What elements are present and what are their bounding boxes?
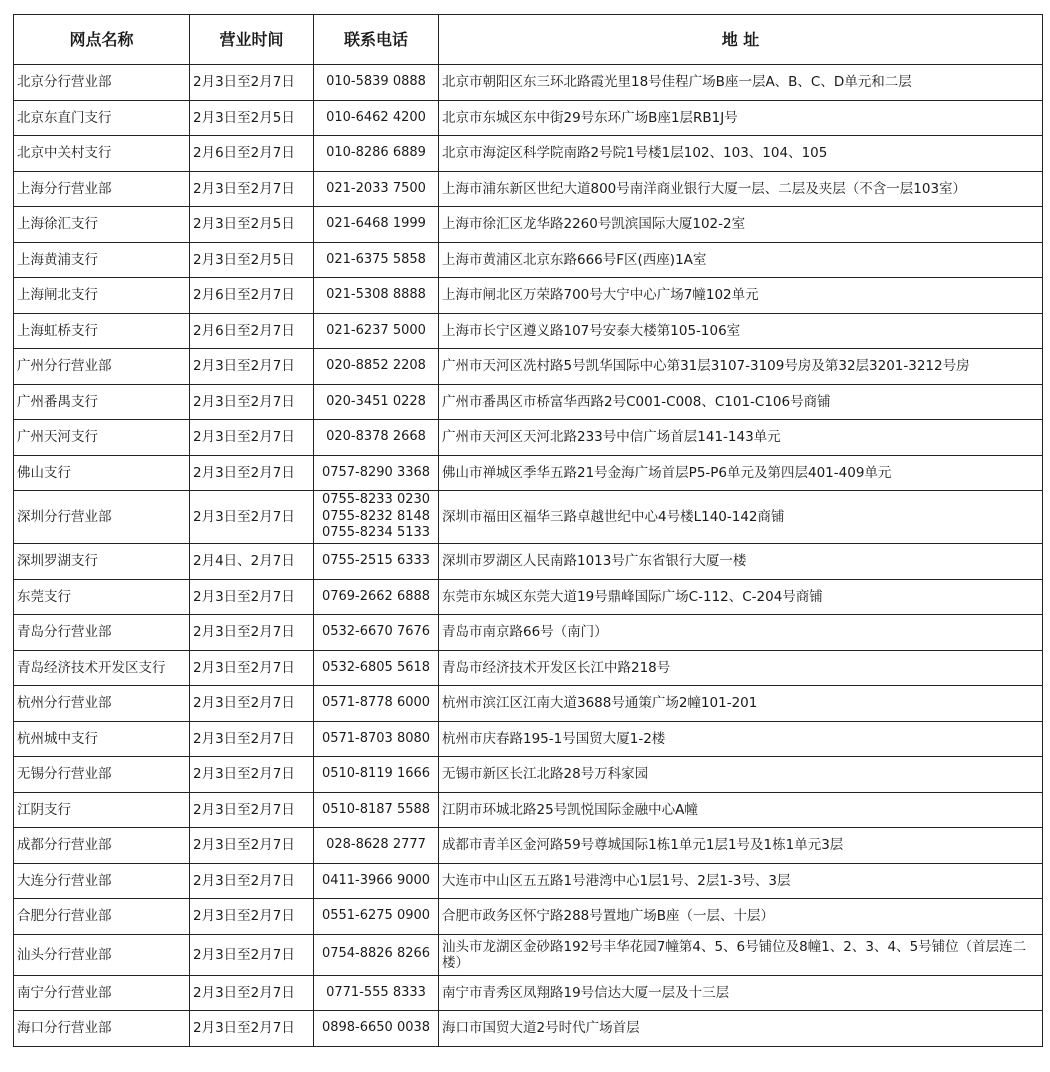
- business-hours-cell: 2月3日至2月7日: [190, 792, 314, 828]
- phone-number: 0571-8703 8080: [321, 730, 431, 746]
- table-row: [14, 544, 1043, 580]
- phone-number: 0754-8826 8266: [321, 946, 431, 962]
- phone-cell: [314, 171, 439, 207]
- table-row: [14, 491, 1043, 544]
- table-row: [14, 757, 1043, 793]
- branch-hours-table: [13, 14, 1043, 1047]
- branch-name-cell: 上海黄浦支行: [14, 242, 190, 278]
- business-hours-cell: 2月3日至2月7日: [190, 1011, 314, 1047]
- phone-cell: [314, 721, 439, 757]
- phone-number: 010-5839 0888: [326, 74, 426, 89]
- phone-cell: [314, 349, 439, 385]
- phone-number: 0771-555 8333: [326, 984, 426, 1000]
- branch-name-cell: 青岛经济技术开发区支行: [14, 650, 190, 686]
- branch-name-cell: 南宁分行营业部: [14, 975, 190, 1011]
- phone-cell: [314, 544, 439, 580]
- table-row: [14, 686, 1043, 722]
- business-hours-cell: 2月3日至2月5日: [190, 100, 314, 136]
- table-row: [14, 207, 1043, 243]
- branch-name-cell: 深圳罗湖支行: [14, 544, 190, 580]
- phone-number: 0755-2515 6333: [321, 553, 431, 568]
- table-row: [14, 100, 1043, 136]
- phone-cell: [314, 100, 439, 136]
- table-row: [14, 792, 1043, 828]
- business-hours-cell: 2月3日至2月7日: [190, 686, 314, 722]
- phone-number: 0757-8290 3368: [321, 464, 431, 480]
- business-hours-cell: 2月3日至2月7日: [190, 491, 314, 544]
- business-hours-cell: 2月3日至2月7日: [190, 455, 314, 491]
- table-row: [14, 278, 1043, 314]
- branch-name-cell: 成都分行营业部: [14, 828, 190, 864]
- address-cell: 汕头市龙湖区金砂路192号丰华花园7幢第4、5、6号铺位及8幢1、2、3、4、5号铺位（首层连二楼）: [439, 934, 1043, 975]
- branch-name-cell: 无锡分行营业部: [14, 757, 190, 793]
- phone-cell: [314, 207, 439, 243]
- table-row: [14, 65, 1043, 101]
- header-branch-name: 网点名称: [14, 15, 190, 65]
- branch-name-cell: 合肥分行营业部: [14, 899, 190, 935]
- table-row: [14, 171, 1043, 207]
- branch-name-cell: 江阴支行: [14, 792, 190, 828]
- table-row: [14, 863, 1043, 899]
- phone-number: 0532-6805 5618: [321, 659, 431, 675]
- business-hours-cell: 2月3日至2月7日: [190, 615, 314, 651]
- phone-cell: [314, 579, 439, 615]
- table-row: [14, 455, 1043, 491]
- header-phone: 联系电话: [314, 15, 439, 65]
- branch-name-cell: 青岛分行营业部: [14, 615, 190, 651]
- table-row: [14, 934, 1043, 975]
- address-cell: 上海市浦东新区世纪大道800号南洋商业银行大厦一层、二层及夹层（不含一层103室）: [439, 171, 1043, 207]
- table-row: [14, 136, 1043, 172]
- table-row: [14, 420, 1043, 456]
- branch-name-cell: 北京东直门支行: [14, 100, 190, 136]
- business-hours-cell: 2月3日至2月7日: [190, 65, 314, 101]
- branch-name-cell: 深圳分行营业部: [14, 491, 190, 544]
- phone-number: 0755-8232 8148: [321, 508, 431, 524]
- business-hours-cell: 2月3日至2月7日: [190, 420, 314, 456]
- branch-name-cell: 广州分行营业部: [14, 349, 190, 385]
- phone-number: 0755-8233 0230: [321, 492, 431, 508]
- address-cell: 江阴市环城北路25号凯悦国际金融中心A幢: [439, 792, 1043, 828]
- phone-cell: [314, 278, 439, 314]
- business-hours-cell: 2月3日至2月7日: [190, 828, 314, 864]
- phone-cell: [314, 420, 439, 456]
- address-cell: 深圳市罗湖区人民南路1013号广东省银行大厦一楼: [439, 544, 1043, 580]
- business-hours-cell: 2月3日至2月7日: [190, 721, 314, 757]
- table-row: [14, 579, 1043, 615]
- address-cell: 无锡市新区长江北路28号万科家园: [439, 757, 1043, 793]
- phone-number: 0510-8119 1666: [321, 766, 431, 781]
- phone-number: 021-6237 5000: [326, 322, 426, 338]
- address-cell: 青岛市南京路66号（南门）: [439, 615, 1043, 651]
- branch-name-cell: 北京中关村支行: [14, 136, 190, 172]
- phone-number: 0571-8778 6000: [321, 695, 431, 710]
- phone-cell: [314, 491, 439, 544]
- address-cell: 南宁市青秀区凤翔路19号信达大厦一层及十三层: [439, 975, 1043, 1011]
- phone-number: 020-8378 2668: [326, 429, 426, 444]
- phone-cell: [314, 455, 439, 491]
- table-row: [14, 615, 1043, 651]
- branch-name-cell: 广州天河支行: [14, 420, 190, 456]
- address-cell: 大连市中山区五五路1号港湾中心1层1号、2层1-3号、3层: [439, 863, 1043, 899]
- phone-cell: [314, 650, 439, 686]
- table-row: [14, 721, 1043, 757]
- address-cell: 合肥市政务区怀宁路288号置地广场B座（一层、十层）: [439, 899, 1043, 935]
- phone-cell: [314, 242, 439, 278]
- address-cell: 广州市天河区冼村路5号凯华国际中心第31层3107-3109号房及第32层3201-3212号房: [439, 349, 1043, 385]
- phone-cell: [314, 975, 439, 1011]
- address-cell: 上海市长宁区遵义路107号安泰大楼第105-106室: [439, 313, 1043, 349]
- business-hours-cell: 2月6日至2月7日: [190, 136, 314, 172]
- branch-name-cell: 北京分行营业部: [14, 65, 190, 101]
- address-cell: 成都市青羊区金河路59号尊城国际1栋1单元1层1号及1栋1单元3层: [439, 828, 1043, 864]
- phone-number: 021-6375 5858: [326, 251, 426, 267]
- table-row: [14, 650, 1043, 686]
- business-hours-cell: 2月6日至2月7日: [190, 278, 314, 314]
- phone-cell: [314, 792, 439, 828]
- branch-name-cell: 杭州分行营业部: [14, 686, 190, 722]
- business-hours-cell: 2月3日至2月7日: [190, 899, 314, 935]
- business-hours-cell: 2月3日至2月7日: [190, 934, 314, 975]
- address-cell: 上海市徐汇区龙华路2260号凯滨国际大厦102-2室: [439, 207, 1043, 243]
- table-row: [14, 1011, 1043, 1047]
- table-row: [14, 975, 1043, 1011]
- header-business-hours: 营业时间: [190, 15, 314, 65]
- branch-name-cell: 上海分行营业部: [14, 171, 190, 207]
- address-cell: 上海市黄浦区北京东路666号F区(西座)1A室: [439, 242, 1043, 278]
- business-hours-cell: 2月3日至2月7日: [190, 975, 314, 1011]
- phone-number: 0510-8187 5588: [321, 801, 431, 817]
- business-hours-cell: 2月6日至2月7日: [190, 313, 314, 349]
- address-cell: 广州市番禺区市桥富华西路2号C001-C008、C101-C106号商铺: [439, 384, 1043, 420]
- phone-cell: [314, 686, 439, 722]
- phone-cell: [314, 1011, 439, 1047]
- table-body: [14, 65, 1043, 1047]
- phone-cell: [314, 313, 439, 349]
- business-hours-cell: 2月3日至2月5日: [190, 207, 314, 243]
- branch-name-cell: 上海虹桥支行: [14, 313, 190, 349]
- table-row: [14, 899, 1043, 935]
- business-hours-cell: 2月3日至2月5日: [190, 242, 314, 278]
- branch-name-cell: 广州番禺支行: [14, 384, 190, 420]
- phone-number: 010-6462 4200: [326, 109, 426, 125]
- address-cell: 北京市海淀区科学院南路2号院1号楼1层102、103、104、105: [439, 136, 1043, 172]
- phone-number: 010-8286 6889: [326, 145, 426, 160]
- address-cell: 北京市朝阳区东三环北路霞光里18号佳程广场B座一层A、B、C、D单元和二层: [439, 65, 1043, 101]
- phone-number: 028-8628 2777: [326, 837, 426, 852]
- business-hours-cell: 2月3日至2月7日: [190, 349, 314, 385]
- phone-cell: [314, 899, 439, 935]
- phone-number: 0411-3966 9000: [321, 872, 431, 888]
- business-hours-cell: 2月3日至2月7日: [190, 384, 314, 420]
- business-hours-cell: 2月4日、2月7日: [190, 544, 314, 580]
- table-row: [14, 313, 1043, 349]
- phone-number: 0769-2662 6888: [321, 588, 431, 604]
- table-row: [14, 242, 1043, 278]
- phone-cell: [314, 828, 439, 864]
- phone-cell: [314, 65, 439, 101]
- phone-cell: [314, 615, 439, 651]
- business-hours-cell: 2月3日至2月7日: [190, 650, 314, 686]
- branch-name-cell: 海口分行营业部: [14, 1011, 190, 1047]
- address-cell: 杭州市滨江区江南大道3688号通策广场2幢101-201: [439, 686, 1043, 722]
- branch-name-cell: 杭州城中支行: [14, 721, 190, 757]
- branch-name-cell: 上海闸北支行: [14, 278, 190, 314]
- phone-number: 021-6468 1999: [326, 216, 426, 231]
- business-hours-cell: 2月3日至2月7日: [190, 579, 314, 615]
- phone-number: 020-8852 2208: [326, 358, 426, 373]
- phone-number: 0551-6275 0900: [321, 908, 431, 923]
- header-address: 地 址: [439, 15, 1043, 65]
- phone-number: 0532-6670 7676: [321, 624, 431, 639]
- address-cell: 东莞市东城区东莞大道19号鼎峰国际广场C-112、C-204号商铺: [439, 579, 1043, 615]
- phone-number: 021-2033 7500: [326, 180, 426, 196]
- branch-name-cell: 佛山支行: [14, 455, 190, 491]
- branch-name-cell: 东莞支行: [14, 579, 190, 615]
- table-row: [14, 828, 1043, 864]
- branch-name-cell: 上海徐汇支行: [14, 207, 190, 243]
- business-hours-cell: 2月3日至2月7日: [190, 863, 314, 899]
- phone-cell: [314, 863, 439, 899]
- address-cell: 杭州市庆春路195-1号国贸大厦1-2楼: [439, 721, 1043, 757]
- table-row: [14, 349, 1043, 385]
- phone-number: 0755-8234 5133: [321, 525, 431, 541]
- address-cell: 佛山市禅城区季华五路21号金海广场首层P5-P6单元及第四层401-409单元: [439, 455, 1043, 491]
- branch-name-cell: 汕头分行营业部: [14, 934, 190, 975]
- table-row: [14, 384, 1043, 420]
- address-cell: 海口市国贸大道2号时代广场首层: [439, 1011, 1043, 1047]
- address-cell: 上海市闸北区万荣路700号大宁中心广场7幢102单元: [439, 278, 1043, 314]
- address-cell: 深圳市福田区福华三路卓越世纪中心4号楼L140-142商铺: [439, 491, 1043, 544]
- phone-cell: [314, 757, 439, 793]
- address-cell: 广州市天河区天河北路233号中信广场首层141-143单元: [439, 420, 1043, 456]
- phone-cell: [314, 136, 439, 172]
- phone-number: 0898-6650 0038: [321, 1020, 431, 1035]
- address-cell: 青岛市经济技术开发区长江中路218号: [439, 650, 1043, 686]
- table-header-row: [14, 15, 1043, 65]
- phone-number: 021-5308 8888: [326, 287, 426, 302]
- phone-number: 020-3451 0228: [326, 393, 426, 409]
- phone-cell: [314, 384, 439, 420]
- business-hours-cell: 2月3日至2月7日: [190, 171, 314, 207]
- branch-name-cell: 大连分行营业部: [14, 863, 190, 899]
- business-hours-cell: 2月3日至2月7日: [190, 757, 314, 793]
- phone-cell: [314, 934, 439, 975]
- address-cell: 北京市东城区东中街29号东环广场B座1层RB1J号: [439, 100, 1043, 136]
